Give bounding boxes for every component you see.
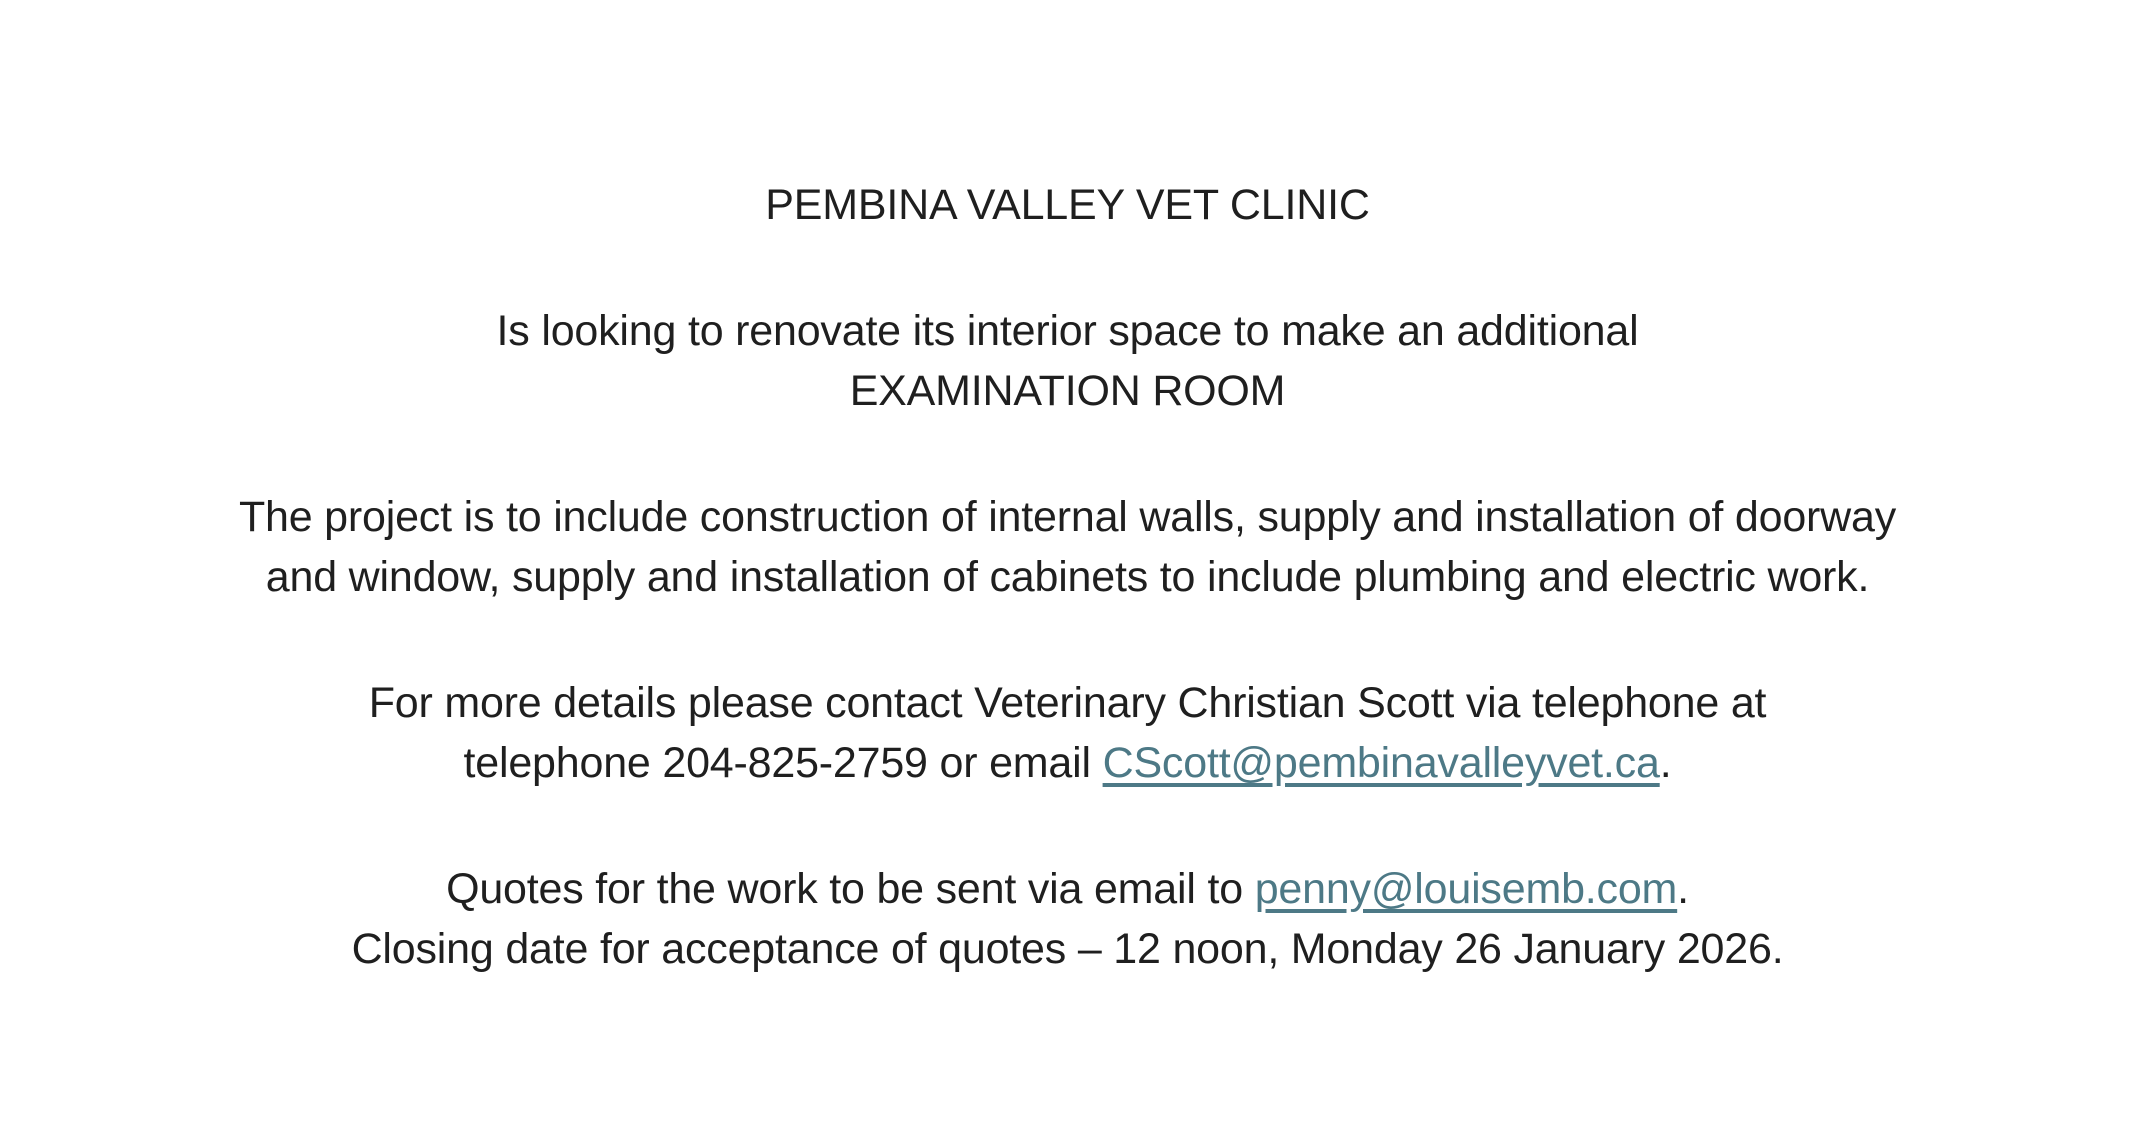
closing-line: Closing date for acceptance of quotes – 12 noon, Monday 26 January 2026. <box>351 925 1784 973</box>
project-line-2: and window, supply and installation of cabinets to include plumbing and electric work. <box>265 553 1870 601</box>
quotes-paragraph <box>0 859 2135 979</box>
clinic-title: PEMBINA VALLEY VET CLINIC <box>765 181 1370 229</box>
contact-line-2-text: telephone 204-825-2759 or email <box>463 739 1103 787</box>
quotes-line-1 <box>0 859 2135 919</box>
contact-line-1: For more details please contact Veterinary Christian Scott via telephone at <box>368 679 1767 727</box>
quotes-line-1-text: Quotes for the work to be sent via email to <box>446 865 1255 913</box>
intro-line-2: EXAMINATION ROOM <box>849 367 1286 415</box>
project-paragraph <box>0 487 2135 607</box>
project-line-1: The project is to include construction of internal walls, supply and installation of doorway <box>238 493 1897 541</box>
cscott-email-link[interactable]: CScott@pembinavalleyvet.ca <box>1102 739 1660 787</box>
contact-line-2 <box>0 733 2135 793</box>
intro-paragraph <box>0 301 2135 421</box>
contact-line-2-period: . <box>1659 739 1672 787</box>
title-paragraph <box>0 175 2135 235</box>
penny-email-link[interactable]: penny@louisemb.com <box>1254 865 1678 913</box>
quotes-line-1-period: . <box>1677 865 1689 913</box>
contact-paragraph <box>0 673 2135 793</box>
intro-line-1: Is looking to renovate its interior space to make an additional <box>496 307 1639 355</box>
